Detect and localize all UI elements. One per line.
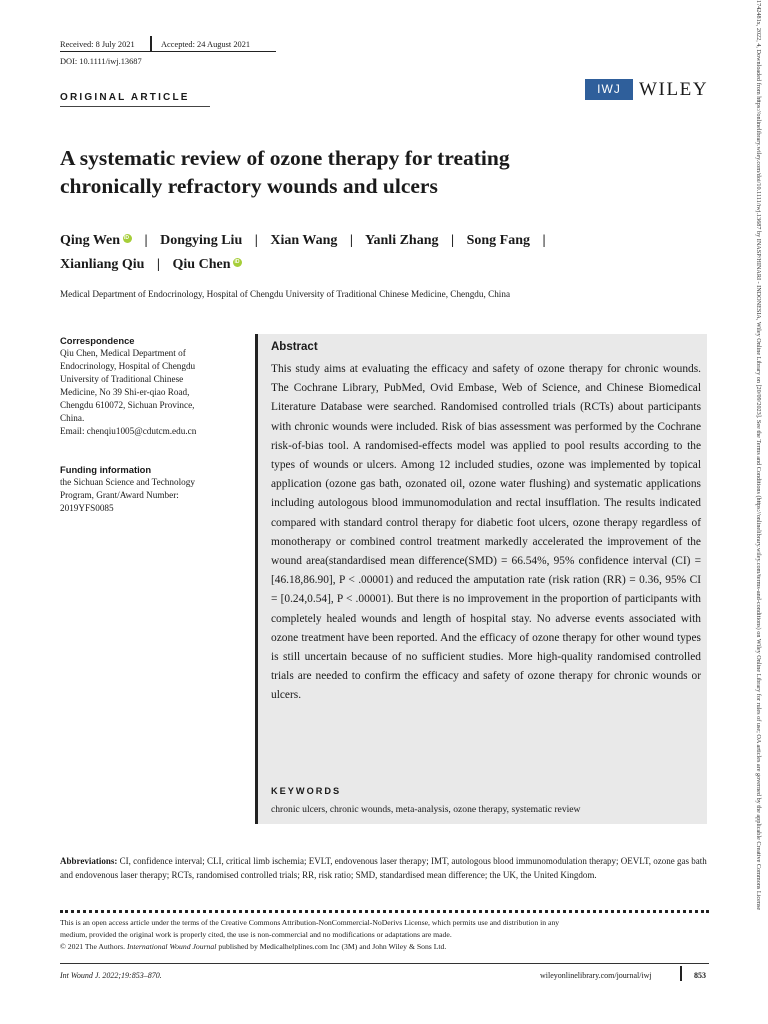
author-separator: | <box>156 257 161 272</box>
license-rule <box>60 910 709 913</box>
journal-name: International Wound Journal <box>126 942 217 951</box>
correspondence-line: China. <box>60 413 85 423</box>
author-name[interactable]: Qing Wen <box>60 233 121 248</box>
abbreviations-text: CI, confidence interval; CLI, critical limb ischemia; EVLT, endovenous laser therapy; IMT, autologous blood immunomodulation therapy; OEVLT, ozone gas bath and endovenous laser therapy; RCTs, randomised controlled trials; RR, risk ratio; SMD, standardised mean difference; the UK, the United Kingdom. <box>60 856 707 880</box>
orcid-icon[interactable] <box>123 234 132 243</box>
author-separator: | <box>349 233 353 248</box>
author-separator: | <box>451 233 455 248</box>
page-number: 853 <box>694 971 706 980</box>
section-label: ORIGINAL ARTICLE <box>60 92 190 103</box>
copyright-text: published by Medicalhelplines.com Inc (3M) and John Wiley & Sons Ltd. <box>216 942 447 951</box>
header-divider <box>150 36 152 51</box>
received-date: Received: 8 July 2021 <box>60 40 135 49</box>
funding-line: 2019YFS0085 <box>60 503 114 513</box>
abbreviations <box>60 854 708 882</box>
author-separator: | <box>542 233 546 248</box>
abstract-text: This study aims at evaluating the efficacy and safety of ozone therapy for chronic wounds. The Cochrane Library, PubMed, Ovid Embase, Web of Science, and Chinese Biomedical Literature Database were searched. Randomised controlled trials (RCTs) about participants with chronic wounds were included. Risk of bias assessment was performed by the Cochrane risk-of-bias tool. A randomised-effects model was applied to pool results according to the types of wounds or ulcers. Among 12 included studies, ozone was implemented by topical application (ozone gas bath, ozonated oil, ozone water flushing) and systematic applications including autologous blood immunomodulation and rectal insufflation. The results indicated compared with standard control therapy for diabetic foot ulcers, ozone therapy regardless of monotherapy or combined control treatment markedly accelerated the improvement of the wound area(standardised mean difference(SMD) = 66.54%, 95% confidence interval (CI) = [46.18,86.90], P < .00001) and reduced the amputation rate (risk ration (RR) = 0.36, 95% CI = [0.24,0.54], P < .00001). But there is no improvement in the proportion of participants with completely healed wounds and length of hospital stay. No adverse events associated with ozone treatment have been reported. And the efficacy of ozone therapy for other wound types is still uncertain because of no sufficient studies. More high-quality randomised controlled trials are needed to confirm the efficacy and safety of ozone therapy for chronic wounds or ulcers. <box>271 363 701 702</box>
correspondence-line: Chengdu 610072, Sichuan Province, <box>60 400 195 410</box>
license-notice <box>60 917 720 953</box>
author-line-1 <box>60 229 700 253</box>
correspondence-line: University of Traditional Chinese <box>60 374 184 384</box>
keywords-heading: KEYWORDS <box>271 786 342 796</box>
publisher-logo: WILEY <box>639 79 709 100</box>
correspondence-line: Medicine, No 39 Shi-er-qiao Road, <box>60 387 190 397</box>
license-line: This is an open access article under the terms of the Creative Commons Attribution-NonCommercial-NoDerivs License, which permits use and distribution in any <box>60 918 560 927</box>
title-line-2: chronically refractory wounds and ulcers <box>60 174 438 198</box>
author-name[interactable]: Xian Wang <box>270 233 338 248</box>
abbreviations-label: Abbreviations: <box>60 856 118 866</box>
funding-line: the Sichuan Science and Technology <box>60 477 195 487</box>
author-name[interactable]: Xianliang Qiu <box>60 257 145 272</box>
footer-rule <box>60 963 709 964</box>
author-name[interactable]: Yanli Zhang <box>364 233 439 248</box>
correspondence-line: Endocrinology, Hospital of Chengdu <box>60 361 196 371</box>
correspondence-heading: Correspondence <box>60 335 135 346</box>
license-line: medium, provided the original work is properly cited, the use is non-commercial and no modifications or adaptations are made. <box>60 930 452 939</box>
author-line-2 <box>60 253 700 277</box>
header-rule <box>60 51 276 52</box>
doi[interactable]: DOI: 10.1111/iwj.13687 <box>60 57 142 66</box>
funding-block <box>60 463 220 515</box>
journal-url[interactable]: wileyonlinelibrary.com/journal/iwj <box>540 971 652 980</box>
author-list <box>60 229 700 277</box>
abstract-heading: Abstract <box>271 341 318 353</box>
journal-citation: Int Wound J. 2022;19:853–870. <box>60 971 162 980</box>
correspondence-email[interactable]: Email: chenqiu1005@cdutcm.edu.cn <box>60 426 197 436</box>
correspondence-block <box>60 334 220 438</box>
author-separator: | <box>144 233 148 248</box>
article-title <box>60 144 510 200</box>
journal-badge-text: IWJ <box>597 82 621 96</box>
section-underline <box>60 106 210 107</box>
affiliation: Medical Department of Endocrinology, Hospital of Chengdu University of Traditional Chinese Medicine, Chengdu, China <box>60 289 511 299</box>
author-name[interactable]: Song Fang <box>466 233 531 248</box>
keywords: chronic ulcers, chronic wounds, meta-analysis, ozone therapy, systematic review <box>271 804 581 815</box>
title-line-1: A systematic review of ozone therapy for treating <box>60 146 510 170</box>
journal-badge <box>585 79 633 100</box>
author-name[interactable]: Qiu Chen <box>172 257 231 272</box>
copyright-text: © 2021 The Authors. <box>60 942 127 951</box>
author-name[interactable]: Dongying Liu <box>160 233 243 248</box>
footer-divider <box>680 966 682 981</box>
orcid-icon[interactable] <box>233 258 242 267</box>
accepted-date: Accepted: 24 August 2021 <box>161 40 251 49</box>
correspondence-line: Qiu Chen, Medical Department of <box>60 348 186 358</box>
funding-heading: Funding information <box>60 464 152 475</box>
copyright-line <box>60 941 720 953</box>
download-side-note: 1742481x, 2022, 4, Downloaded from https://onlinelibrary.wiley.com/doi/10.1111/iwj.13687 by INASP/HINARI - INDONESIA, Wiley Online Library on [20/09/2023]. See the Terms and Conditions (https://onlinelibrary.wiley.com/terms-and-conditions) on Wiley Online Library for rules of use; OA articles are governed by the applicable Creative Commons License <box>755 0 762 911</box>
funding-line: Program, Grant/Award Number: <box>60 490 179 500</box>
author-separator: | <box>254 233 258 248</box>
